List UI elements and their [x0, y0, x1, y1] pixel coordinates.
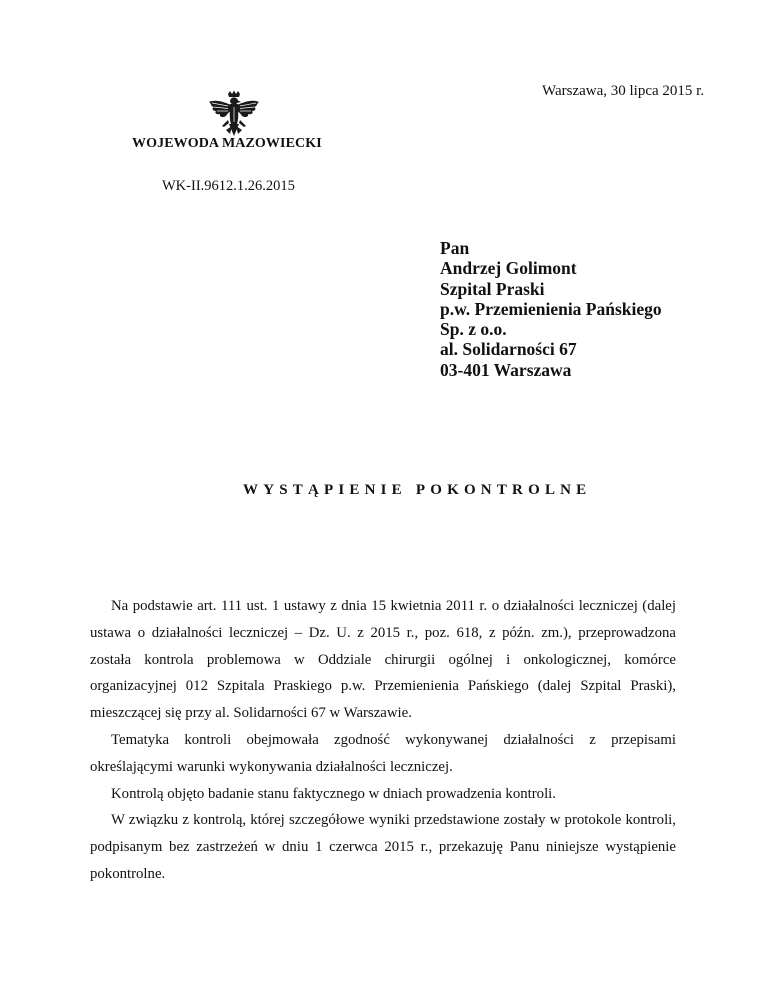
document-title: WYSTĄPIENIE POKONTROLNE: [243, 482, 592, 498]
recipient-address: [440, 238, 662, 380]
body-paragraph: W związku z kontrolą, której szczegółowe wyniki przedstawione zostały w protokole kontroli, podpisanym bez zastrzeżeń w dniu 1 czerwca 2015 r., przekazuję Panu niniejsze wystąpienie pokontrolne.: [90, 812, 676, 882]
recipient-company-form: Sp. z o.o.: [440, 319, 507, 340]
recipient-city: 03-401 Warszawa: [440, 359, 572, 380]
recipient-organization-line2: p.w. Przemienienia Pańskiego: [440, 298, 662, 319]
recipient-salutation: Pan: [440, 238, 470, 258]
body-paragraph: Na podstawie art. 111 ust. 1 ustawy z dnia 15 kwietnia 2011 r. o działalności leczniczej (dalej ustawa o działalności leczniczej – Dz. U. z 2015 r., poz. 618, z późn. zm.), przeprowadzona została kontrola problemowa w Oddziale chirurgii ogólnej i onkologicznej, komórce organizacyjnej 012 Szpitala Praskiego p.w. Przemienienia Pańskiego (dalej Szpital Praski), mieszczącej się przy al. Solidarności 67 w Warszawie.: [90, 598, 676, 722]
reference-number: WK-II.9612.1.26.2015: [162, 178, 295, 194]
polish-eagle-emblem-icon: [206, 90, 262, 142]
date-line: Warszawa, 30 lipca 2015 r.: [542, 83, 705, 99]
recipient-street: al. Solidarności 67: [440, 339, 577, 360]
body-paragraph: Kontrolą objęto badanie stanu faktycznego w dniach prowadzenia kontroli.: [111, 785, 556, 802]
letter-body: [90, 593, 676, 888]
body-paragraph: Tematyka kontroli obejmowała zgodność wykonywanej działalności z przepisami określającymi warunki wykonywania działalności leczniczej.: [90, 731, 676, 775]
recipient-name: Andrzej Golimont: [440, 258, 577, 279]
authority-name: WOJEWODA MAZOWIECKI: [132, 136, 322, 151]
recipient-organization: Szpital Praski: [440, 278, 545, 299]
